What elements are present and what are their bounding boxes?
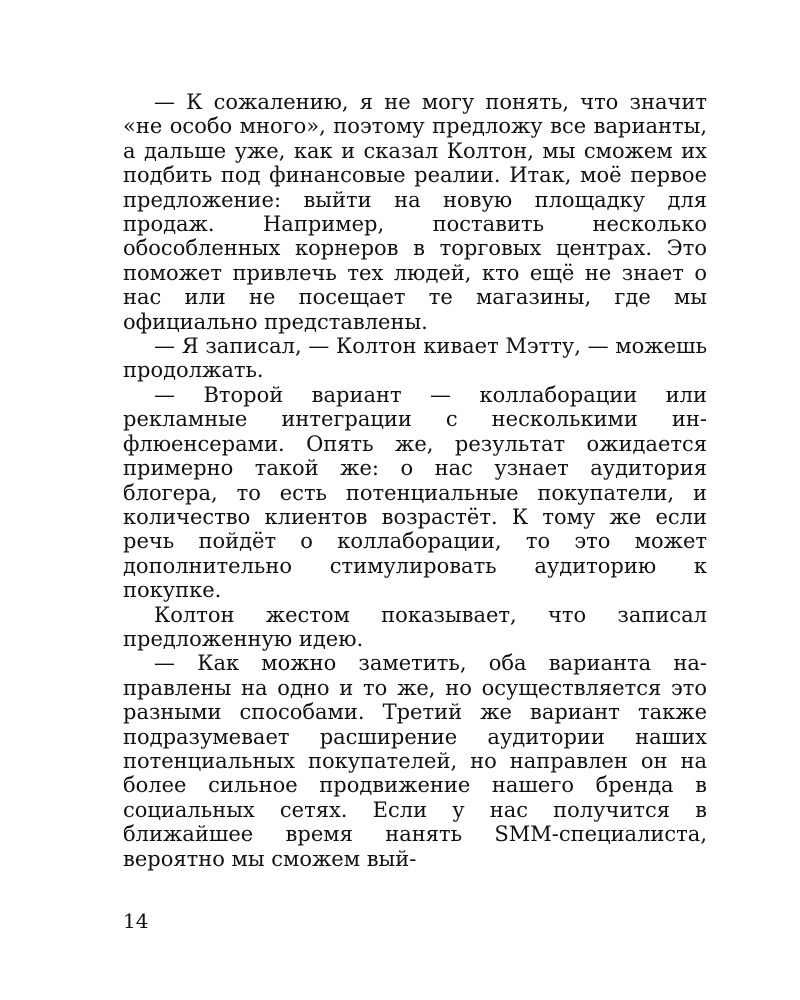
paragraph-1: — К сожалению, я не могу понять, что значит «не особо много», поэтому предложу все варианты, а дальше уже, как и сказал Колтон, мы сможем их подбить под финансовые реалии. Итак, моё первое предложение: выйти на новую площадку для продаж. Например, поставить несколько обособленных корнеров в торговых центрах. Это поможет привлечь тех людей, кто ещё не знает о нас или не посещает те магазины, где мы официально представлены. — [123, 90, 707, 334]
paragraph-4: Колтон жестом показывает, что записал предложенную идею. — [123, 602, 707, 651]
page-number: 14 — [123, 909, 149, 933]
body-text — [123, 90, 707, 871]
paragraph-5: — Как можно заметить, оба варианта направлены на одно и то же, но осуществляется это разными способами. Третий же вариант также подразумевает расширение аудитории наших потенциальных покупателей, но направлен он на более сильное продвижение нашего бренда в социальных сетях. Если у нас получится в ближайшее время нанять SMM-специалиста, вероятно мы сможем вый- — [123, 651, 707, 871]
paragraph-2: — Я записал, — Колтон кивает Мэтту, — можешь продолжать. — [123, 334, 707, 383]
paragraph-3: — Второй вариант — коллаборации или рекламные интеграции с несколькими инфлюенсерами. Опять же, результат ожидается примерно такой же: о нас узнает аудитория блогера, то есть потенциальные покупатели, и количество клиентов возрастёт. К тому же если речь пойдёт о коллаборации, то это может дополнительно стимулировать аудиторию к покупке. — [123, 382, 707, 603]
